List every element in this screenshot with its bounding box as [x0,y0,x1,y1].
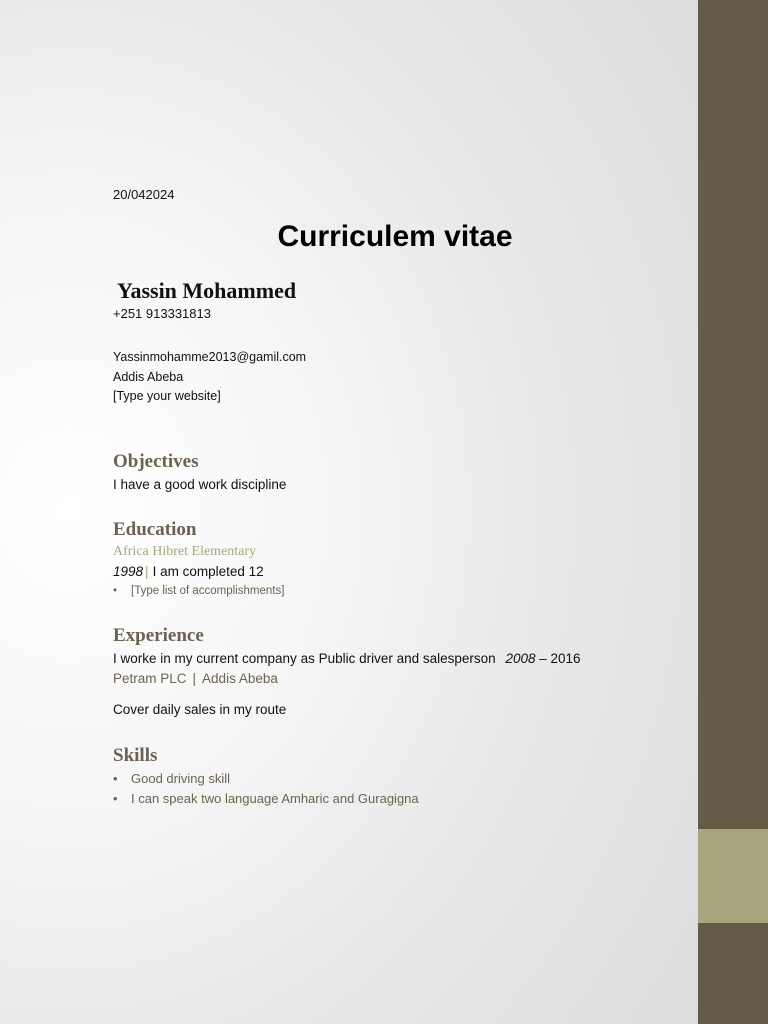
skill-text: Good driving skill [131,771,230,786]
education-year: 1998 [113,564,144,579]
city: Addis Abeba [113,370,184,384]
education-detail-line [113,564,264,579]
accomplishment-text: [Type list of accomplishments] [131,585,285,597]
document-title: Curriculem vitae [277,220,513,253]
accomplishment-item [113,585,284,597]
date: 20/042024 [113,187,175,202]
company-separator: | [192,671,197,686]
skills-heading: Skills [113,745,158,766]
skill-item [113,791,419,806]
skill-item [113,771,230,786]
experience-role: I worke in my current company as Public driver and salesperson [113,651,496,666]
skill-text: I can speak two language Amharic and Guragigna [131,791,419,806]
decorative-sidebar [698,0,768,1024]
phone-number: +251 913331813 [113,306,211,321]
sidebar-accent-block [698,829,768,923]
education-detail: I am completed 12 [152,564,264,579]
experience-start-year: 2008 [505,651,536,666]
candidate-name: Yassin Mohammed [117,278,297,303]
bullet-icon: • [113,585,118,597]
experience-dash: – [539,651,547,666]
company-name: Petram PLC [113,671,187,686]
objectives-heading: Objectives [113,451,199,472]
bullet-icon: • [113,771,118,786]
experience-heading: Experience [113,625,204,646]
bullet-icon: • [113,791,118,806]
experience-description: Cover daily sales in my route [113,702,287,717]
education-heading: Education [113,519,197,540]
experience-role-line [113,651,581,666]
experience-company-line [113,671,278,686]
email-address: Yassinmohamme2013@gamil.com [113,350,307,364]
experience-end-year: 2016 [550,651,581,666]
website-placeholder: [Type your website] [113,389,221,403]
school-name: Africa Hibret Elementary [113,544,257,559]
objective-text: I have a good work discipline [113,477,287,492]
company-location: Addis Abeba [202,671,278,686]
education-separator: | [145,564,149,579]
